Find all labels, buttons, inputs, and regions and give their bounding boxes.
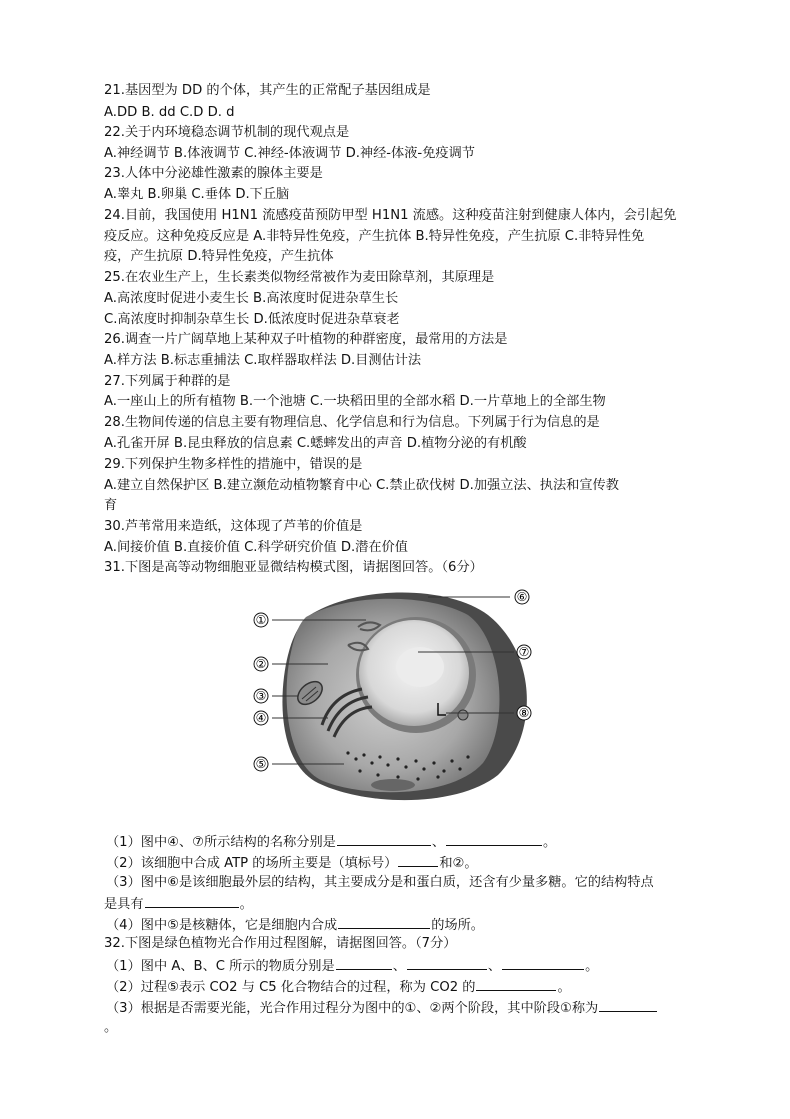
q21-stem: 21.基因型为 DD 的个体，其产生的正常配子基因组成是 <box>104 83 431 98</box>
q30-options: A.间接价值 B.直接价值 C.科学研究价值 D.潜在价值 <box>104 540 408 555</box>
label-5 <box>254 757 268 771</box>
label-6 <box>515 590 529 604</box>
q28-stem: 28.生物间传递的信息主要有物理信息、化学信息和行为信息。下列属于行为信息的是 <box>104 415 600 430</box>
q32-sub1: （1）图中 A、B、C 所示的物质分别是 、 、 。 <box>106 956 598 976</box>
q24-line1: 24.目前，我国使用 H1N1 流感疫苗预防甲型 H1N1 流感。这种疫苗注射到健康人体内，会引起免 <box>104 208 677 223</box>
q32-stem: 32.下图是绿色植物光合作用过程图解，请据图回答。（7分） <box>104 936 457 951</box>
q22-stem: 22.关于内环境稳态调节机制的现代观点是 <box>104 125 350 140</box>
label-7 <box>517 645 531 659</box>
label-4 <box>254 711 268 725</box>
q31-sub3: （3）图中⑥是该细胞最外层的结构，其主要成分是和蛋白质，还含有少量多糖。它的结构特点 <box>106 875 654 890</box>
label-1 <box>254 613 268 627</box>
answer-blank[interactable] <box>338 915 430 929</box>
q32-sub3: （3）根据是否需要光能，光合作用过程分为图中的①、②两个阶段，其中阶段①称为 <box>106 998 658 1018</box>
q24-line3: 疫，产生抗原 D.特异性免疫，产生抗体 <box>104 249 334 264</box>
q25-options-ab: A.高浓度时促进小麦生长 B.高浓度时促进杂草生长 <box>104 291 399 306</box>
svg-text:③: ③ <box>255 689 267 703</box>
svg-text:②: ② <box>255 657 267 671</box>
svg-text:④: ④ <box>255 711 267 725</box>
q24-line2: 疫反应。这种免疫反应是 A.非特异性免疫，产生抗体 B.特异性免疫，产生抗原 C.非特异性免 <box>104 229 645 244</box>
answer-blank[interactable] <box>599 998 657 1012</box>
q23-options: A.睾丸 B.卵巢 C.垂体 D.下丘脑 <box>104 187 290 202</box>
svg-text:⑦: ⑦ <box>518 645 530 659</box>
q27-stem: 27.下列属于种群的是 <box>104 374 231 389</box>
svg-text:⑤: ⑤ <box>255 757 267 771</box>
q31-sub1: （1）图中④、⑦所示结构的名称分别是 、 。 <box>106 832 556 852</box>
q29-options-line1: A.建立自然保护区 B.建立濒危动植物繁育中心 C.禁止砍伐树 D.加强立法、执法和宣传教 <box>104 478 619 493</box>
label-8 <box>517 706 531 720</box>
q28-options: A.孔雀开屏 B.昆虫释放的信息素 C.蟋蟀发出的声音 D.植物分泌的有机酸 <box>104 436 527 451</box>
answer-blank[interactable] <box>446 832 542 846</box>
animal-cell-diagram <box>248 585 538 807</box>
q31-sub3-cont: 是具有 。 <box>104 894 253 914</box>
q30-stem: 30.芦苇常用来造纸，这体现了芦苇的价值是 <box>104 519 363 534</box>
q31-stem: 31.下图是高等动物细胞亚显微结构模式图，请据图回答。（6分） <box>104 560 483 575</box>
nucleolus <box>396 647 444 687</box>
q23-stem: 23.人体中分泌雄性激素的腺体主要是 <box>104 166 323 181</box>
answer-blank[interactable] <box>145 894 239 908</box>
q32-sub3-end: 。 <box>104 1020 118 1035</box>
answer-blank[interactable] <box>398 853 438 867</box>
svg-text:⑧: ⑧ <box>518 706 530 720</box>
label-3 <box>254 689 268 703</box>
q21-options: A.DD B. dd C.D D. d <box>104 105 235 120</box>
answer-blank[interactable] <box>476 977 556 991</box>
label-2 <box>254 657 268 671</box>
answer-blank[interactable] <box>337 832 431 846</box>
svg-text:①: ① <box>255 613 267 627</box>
q31-sub4: （4）图中⑤是核糖体，它是细胞内合成 的场所。 <box>106 915 484 935</box>
vesicle <box>371 779 415 791</box>
q26-stem: 26.调查一片广阔草地上某种双子叶植物的种群密度，最常用的方法是 <box>104 332 508 347</box>
q32-sub2: （2）过程⑤表示 CO2 与 C5 化合物结合的过程，称为 CO2 的 。 <box>106 977 571 997</box>
svg-text:⑥: ⑥ <box>516 590 528 604</box>
q25-options-cd: C.高浓度时抑制杂草生长 D.低浓度时促进杂草衰老 <box>104 312 400 327</box>
answer-blank[interactable] <box>336 956 392 970</box>
q29-options-line2: 育 <box>104 498 118 513</box>
q25-stem: 25.在农业生产上，生长素类似物经常被作为麦田除草剂，其原理是 <box>104 270 495 285</box>
answer-blank[interactable] <box>407 956 487 970</box>
q22-options: A.神经调节 B.体液调节 C.神经-体液调节 D.神经-体液-免疫调节 <box>104 146 475 161</box>
answer-blank[interactable] <box>502 956 584 970</box>
q31-sub2: （2）该细胞中合成 ATP 的场所主要是（填标号） 和②。 <box>106 853 478 873</box>
q26-options: A.样方法 B.标志重捕法 C.取样器取样法 D.目测估计法 <box>104 353 422 368</box>
centriole <box>458 710 468 720</box>
q27-options: A.一座山上的所有植物 B.一个池塘 C.一块稻田里的全部水稻 D.一片草地上的全部生物 <box>104 394 606 409</box>
q29-stem: 29.下列保护生物多样性的措施中，错误的是 <box>104 457 363 472</box>
